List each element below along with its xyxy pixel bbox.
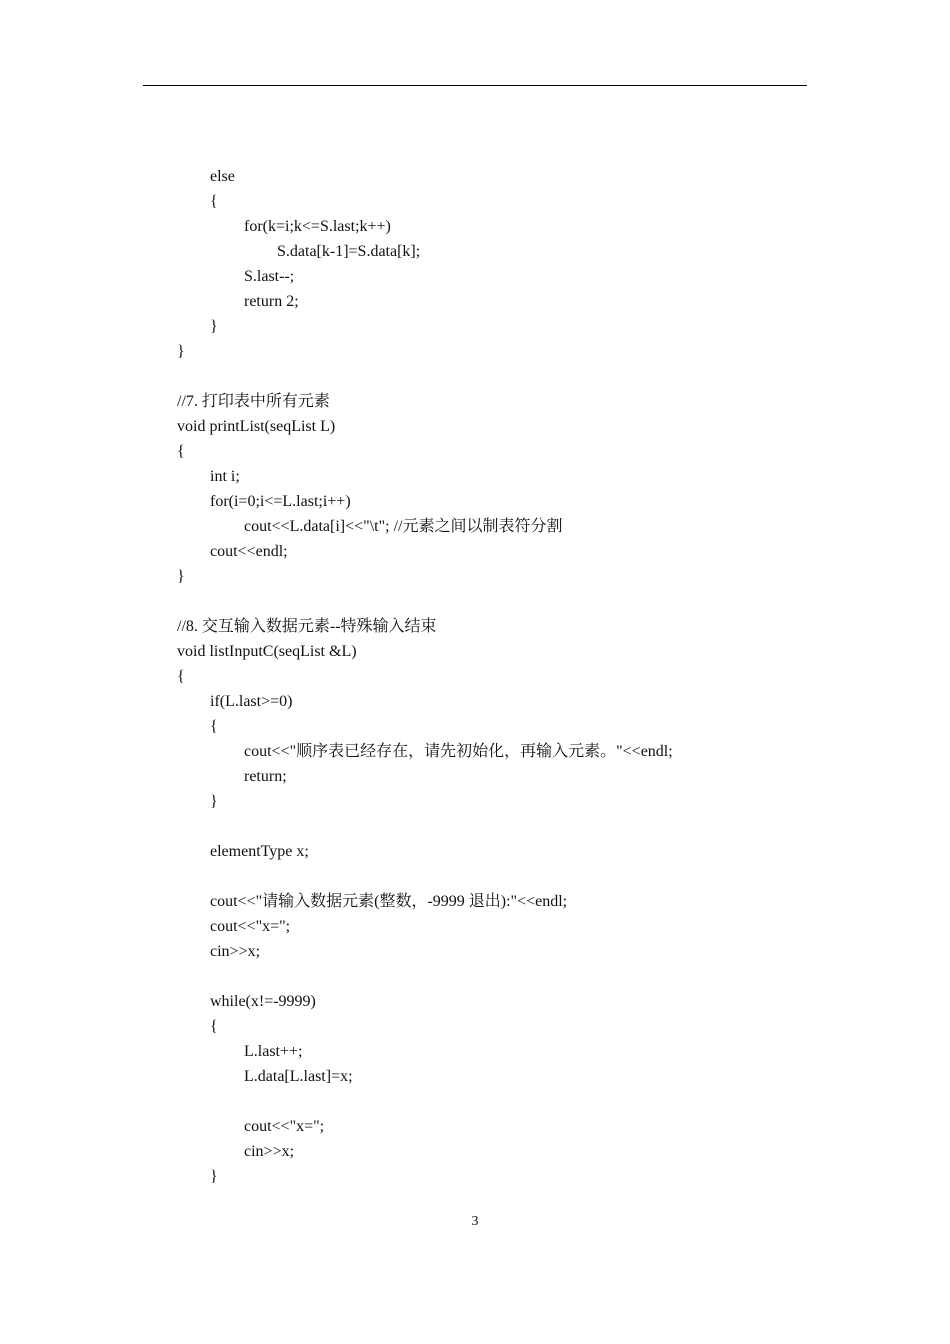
code-line-text: for(i=0;i<=L.last;i++) — [210, 493, 351, 510]
code-line-text: int i; — [210, 468, 240, 485]
code-line-text: L.last++; — [244, 1043, 303, 1060]
code-line — [0, 789, 950, 814]
code-line — [0, 839, 950, 864]
code-line — [0, 414, 950, 439]
code-line — [0, 989, 950, 1014]
code-line-text: } — [210, 1168, 218, 1185]
code-line-text: cout<<endl; — [210, 543, 288, 560]
code-line-text: cout<<L.data[i]<<"\t"; //元素之间以制表符分割 — [244, 518, 563, 535]
code-line — [0, 739, 950, 764]
code-line-text: for(k=i;k<=S.last;k++) — [244, 218, 391, 235]
code-line-text: cout<<"x="; — [244, 1118, 325, 1135]
code-line — [0, 764, 950, 789]
code-line-text: cout<<"x="; — [210, 918, 291, 935]
code-line — [0, 389, 950, 414]
code-line — [0, 939, 950, 964]
code-line — [0, 239, 950, 264]
code-line — [0, 889, 950, 914]
code-line — [0, 614, 950, 639]
code-line — [0, 539, 950, 564]
code-line — [0, 339, 950, 364]
code-line-text: { — [210, 1018, 218, 1035]
code-line — [0, 364, 950, 389]
code-line — [0, 564, 950, 589]
code-line-text: void printList(seqList L) — [177, 418, 336, 435]
code-line-text: else — [210, 168, 235, 185]
code-line — [0, 464, 950, 489]
code-line-text: void listInputC(seqList &L) — [177, 643, 357, 660]
code-line — [0, 714, 950, 739]
code-line-text: S.last--; — [244, 268, 295, 285]
code-line — [0, 639, 950, 664]
code-line-text: while(x!=-9999) — [210, 993, 316, 1010]
code-line-text: { — [177, 443, 185, 460]
code-line-text: S.data[k-1]=S.data[k]; — [277, 243, 421, 260]
code-line-text: { — [210, 718, 218, 735]
code-line — [0, 1164, 950, 1189]
code-line — [0, 439, 950, 464]
code-line — [0, 589, 950, 614]
code-line — [0, 864, 950, 889]
code-line-text: } — [210, 318, 218, 335]
code-line-text: cout<<"请输入数据元素(整数，-9999 退出):"<<endl; — [210, 893, 568, 910]
code-line — [0, 489, 950, 514]
code-listing — [0, 164, 950, 1189]
code-line-text: { — [177, 668, 185, 685]
code-line — [0, 514, 950, 539]
code-line — [0, 164, 950, 189]
code-line — [0, 214, 950, 239]
code-line — [0, 1014, 950, 1039]
code-line — [0, 1114, 950, 1139]
code-line-text: //7. 打印表中所有元素 — [177, 393, 330, 410]
code-line-text: //8. 交互输入数据元素--特殊输入结束 — [177, 618, 437, 635]
code-line-text: } — [210, 793, 218, 810]
code-line — [0, 1139, 950, 1164]
code-line — [0, 1064, 950, 1089]
code-line-text: return; — [244, 768, 287, 785]
code-line — [0, 1039, 950, 1064]
code-line-text: } — [177, 568, 185, 585]
code-line — [0, 689, 950, 714]
code-line — [0, 189, 950, 214]
code-line — [0, 664, 950, 689]
code-line-text: { — [210, 193, 218, 210]
code-line-text: cin>>x; — [244, 1143, 295, 1160]
code-line-text: return 2; — [244, 293, 299, 310]
code-line — [0, 1089, 950, 1114]
code-line — [0, 814, 950, 839]
code-line-text: cin>>x; — [210, 943, 261, 960]
code-line — [0, 264, 950, 289]
code-line — [0, 289, 950, 314]
code-line-text: if(L.last>=0) — [210, 693, 293, 710]
code-line-text: L.data[L.last]=x; — [244, 1068, 353, 1085]
code-line — [0, 964, 950, 989]
header-rule — [143, 85, 807, 86]
code-line — [0, 314, 950, 339]
code-line — [0, 914, 950, 939]
code-line-text: } — [177, 343, 185, 360]
code-line-text: cout<<"顺序表已经存在，请先初始化，再输入元素。"<<endl; — [244, 743, 673, 760]
page-number: 3 — [471, 1214, 479, 1229]
code-line-text: elementType x; — [210, 843, 309, 860]
